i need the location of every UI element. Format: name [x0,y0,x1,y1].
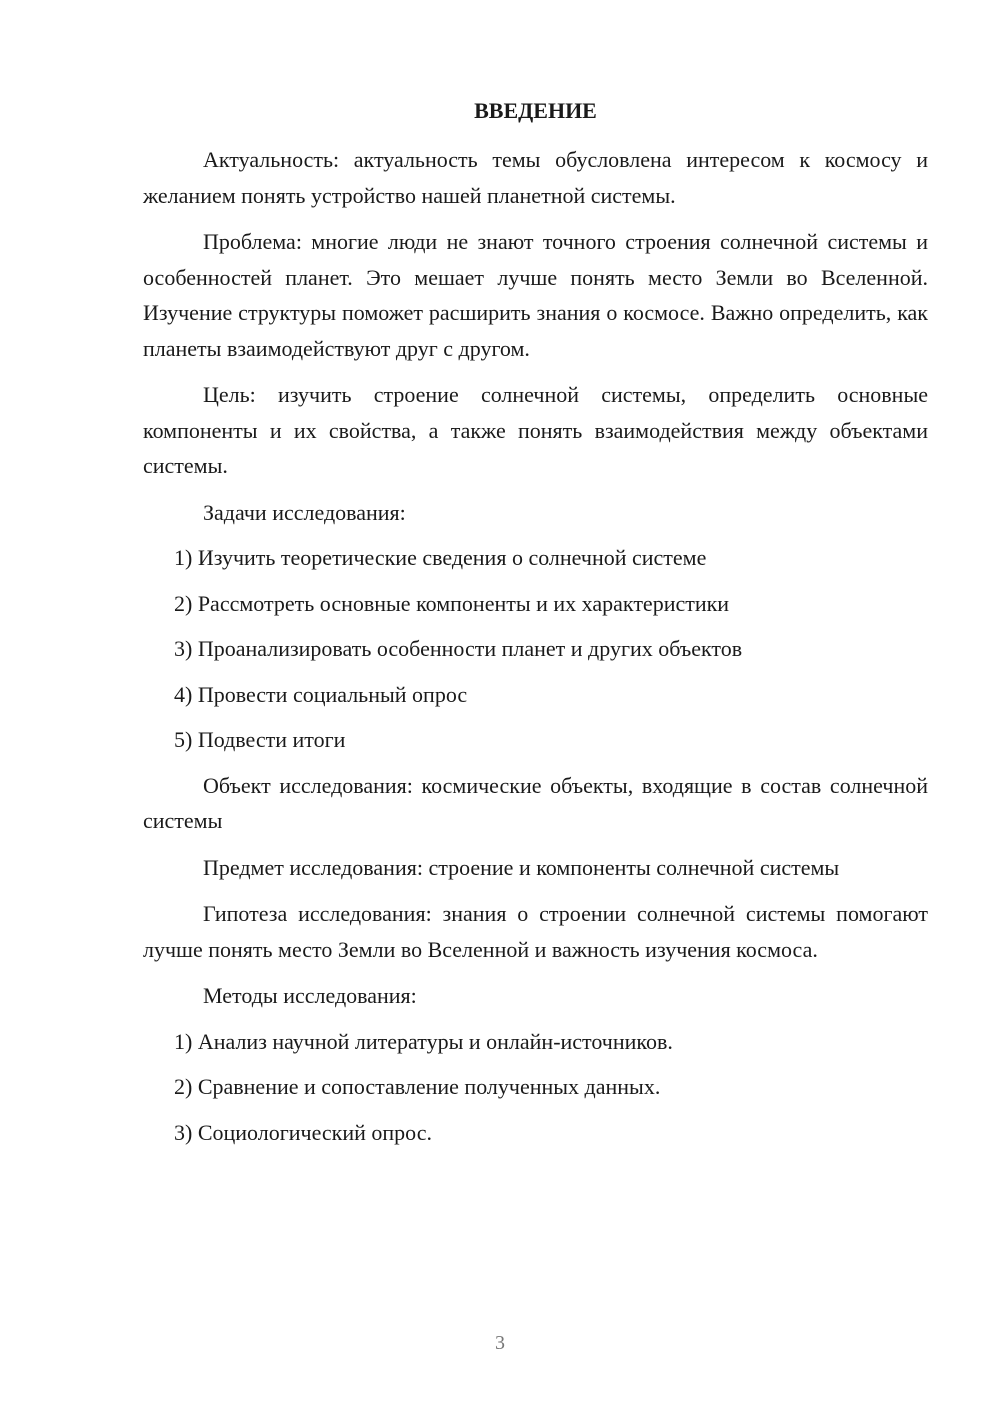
list-item: 3) Проанализировать особенности планет и других объектов [174,636,743,661]
problem-paragraph: Проблема: многие люди не знают точного строения солнечной системы и особенностей планет. Это мешает лучше понять место Земли во Вселенной. Изучение структуры поможет расширить знания о космосе. Важно определить, как планеты взаимодействуют друг с другом. [143,229,928,361]
hypothesis-paragraph: Гипотеза исследования: знания о строении солнечной системы помогают лучше понять место Земли во Вселенной и важность изучения космоса. [143,901,928,962]
list-item: 3) Социологический опрос. [174,1119,432,1145]
list-item: 4) Провести социальный опрос [174,681,468,707]
page-number: 3 [495,1332,505,1354]
methods-list [143,1024,928,1151]
list-item: 5) Подвести итоги [174,727,346,752]
tasks-heading: Задачи исследования: [203,499,406,525]
list-item: 1) Анализ научной литературы и онлайн-источников. [174,1028,673,1054]
relevance-paragraph: Актуальность: актуальность темы обусловлена интересом к космосу и желанием понять устройство нашей планетной системы. [143,147,928,208]
list-item: 2) Рассмотреть основные компоненты и их характеристики [174,590,730,616]
tasks-list [143,540,928,758]
body-text [143,142,928,1160]
list-item: 2) Сравнение и сопоставление полученных данных. [174,1074,661,1099]
page-title: ВВЕДЕНИЕ [474,98,597,123]
methods-heading: Методы исследования: [203,983,417,1008]
list-item: 1) Изучить теоретические сведения о солнечной системе [174,545,707,570]
object-paragraph: Объект исследования: космические объекты, входящие в состав солнечной системы [143,772,928,833]
subject-paragraph: Предмет исследования: строение и компоненты солнечной системы [203,854,840,880]
goal-paragraph: Цель: изучить строение солнечной системы, определить основные компоненты и их свойства, а также понять взаимодействия между объектами системы. [143,382,928,478]
